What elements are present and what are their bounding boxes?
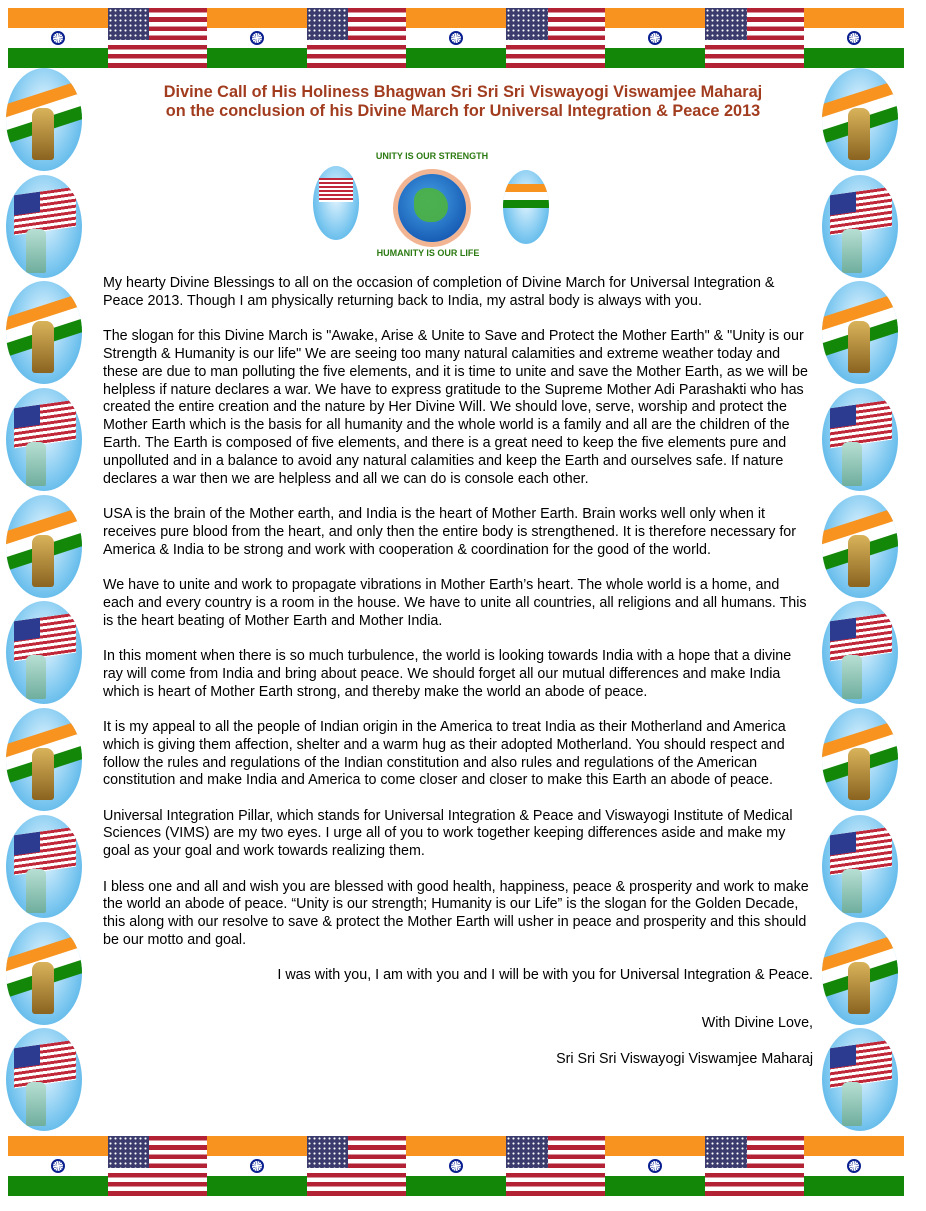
usa-oval-emblem xyxy=(6,175,82,278)
ashoka-chakra-icon xyxy=(847,1159,861,1173)
india-oval-emblem xyxy=(822,281,898,384)
right-oval-border xyxy=(822,68,902,1135)
usa-flag xyxy=(506,8,606,68)
india-flag xyxy=(804,1136,904,1196)
ashoka-chakra-icon xyxy=(449,31,463,45)
stars-canton xyxy=(705,8,747,40)
message-body xyxy=(103,275,813,1086)
india-flag xyxy=(207,1136,307,1196)
usa-oval-emblem xyxy=(6,1028,82,1131)
stars-canton xyxy=(506,8,548,40)
india-flag xyxy=(207,8,307,68)
paragraph: My hearty Divine Blessings to all on the occasion of completion of Divine March for Universal Integration & Peace 2013. Though I am physically returning back to India, my astral body is always with you. xyxy=(103,275,775,309)
paragraph: We have to unite and work to propagate vibrations in Mother Earth’s heart. The whole world is a home, and each and every country is a room in the house. We have to unite all countries, all religions and all humans. This is the heart beating of Mother Earth and Mother India. xyxy=(103,576,807,629)
unity-emblem xyxy=(310,148,560,260)
india-flag xyxy=(406,1136,506,1196)
india-flag xyxy=(8,1136,108,1196)
india-oval-emblem xyxy=(6,495,82,598)
lion-capital-icon xyxy=(32,535,54,587)
usa-oval-emblem xyxy=(822,815,898,918)
usa-oval-emblem xyxy=(822,601,898,704)
title-line-2: on the conclusion of his Divine March for Universal Integration & Peace 2013 xyxy=(165,102,761,120)
lion-capital-icon xyxy=(848,108,870,160)
statue-of-liberty-icon xyxy=(842,1082,862,1126)
ashoka-chakra-icon xyxy=(847,31,861,45)
paragraph: It is my appeal to all the people of Indian origin in the America to treat India as their Motherland and America which is giving them affection, shelter and a warm hug as their adopted Motherland. You should respect and follow the rules and regulations of the Indian constitution and also rules and regulations of the American constitution and make India and America to come closer and closer to make this Earth an abode of peace. xyxy=(103,718,786,789)
paragraph: In this moment when there is so much turbulence, the world is looking towards India with a hope that a divine ray will come from India and bring about peace. We should forget all our mutual differences and make India which is heart of Mother Earth strong, and thereby make the world an abode of peace. xyxy=(103,647,792,700)
document-title xyxy=(100,83,826,121)
statue-of-liberty-icon xyxy=(26,1082,46,1126)
stars-canton xyxy=(307,8,349,40)
statue-of-liberty-icon xyxy=(842,229,862,273)
bottom-flag-border xyxy=(8,1136,904,1196)
india-oval-emblem xyxy=(6,281,82,384)
lion-capital-icon xyxy=(848,962,870,1014)
top-motto: UNITY IS OUR STRENGTH xyxy=(375,151,489,161)
usa-flag xyxy=(705,8,805,68)
ashoka-chakra-icon xyxy=(449,1159,463,1173)
india-oval-emblem xyxy=(6,68,82,171)
lion-capital-icon xyxy=(32,321,54,373)
lion-capital-icon xyxy=(32,748,54,800)
ashoka-chakra-icon xyxy=(51,1159,65,1173)
paragraph: USA is the brain of the Mother earth, and India is the heart of Mother Earth. Brain works well only when it receives pure blood from the heart, and only then the entire body is strengthened. It is therefore necessary for America & India to be strong and work with cooperation & coordination for the good of the world. xyxy=(103,505,797,558)
top-flag-border xyxy=(8,8,904,68)
bottom-motto: HUMANITY IS OUR LIFE xyxy=(376,248,480,258)
usa-oval-emblem xyxy=(6,815,82,918)
lion-capital-icon xyxy=(848,748,870,800)
india-oval-emblem xyxy=(822,495,898,598)
india-flag xyxy=(605,1136,705,1196)
ashoka-chakra-icon xyxy=(250,1159,264,1173)
lion-capital-icon xyxy=(848,535,870,587)
india-flag xyxy=(804,8,904,68)
usa-flag xyxy=(506,1136,606,1196)
statue-of-liberty-icon xyxy=(842,655,862,699)
statue-of-liberty-icon xyxy=(842,869,862,913)
left-oval-border xyxy=(6,68,86,1135)
usa-oval-emblem xyxy=(822,388,898,491)
statue-of-liberty-icon xyxy=(26,655,46,699)
lion-capital-icon xyxy=(848,321,870,373)
ashoka-chakra-icon xyxy=(250,31,264,45)
usa-flag xyxy=(307,1136,407,1196)
paragraph: The slogan for this Divine March is "Awake, Arise & Unite to Save and Protect the Mother Earth" & "Unity is our Strength & Humanity is our life" We are seeing too many natural calamities and extreme weather today and these are due to man polluting the five elements, and it is time to unite and save the Mother Earth, as we will be helpless if nature declares a war. We have to express gratitude to the Supreme Mother Adi Parashakti who has created the entire creation and the nature by Her Divine Will. We should love, serve, worship and protect the Mother Earth which is the basis for all humanity and the whole world is a family and all are the children of the Earth. The Earth is composed of five elements, and there is a great need to keep the five elements pure and unpolluted and in a balance to avoid any natural calamities and keep the Earth and ourselves safe. If nature declares a war then we are helpless and all we can do is console each other. xyxy=(103,328,808,487)
india-flag xyxy=(406,8,506,68)
stars-canton xyxy=(307,1136,349,1168)
india-oval-emblem xyxy=(822,68,898,171)
lion-capital-icon xyxy=(32,108,54,160)
closing-line: I was with you, I am with you and I will be with you for Universal Integration & Peace. xyxy=(277,967,813,984)
usa-flag xyxy=(705,1136,805,1196)
statue-of-liberty-icon xyxy=(26,869,46,913)
india-mini-emblem xyxy=(503,170,549,244)
signature-name: Sri Sri Sri Viswayogi Viswamjee Maharaj xyxy=(556,1050,813,1067)
india-oval-emblem xyxy=(6,922,82,1025)
paragraph: Universal Integration Pillar, which stands for Universal Integration & Peace and Viswayogi Institute of Medical Sciences (VIMS) are my two eyes. I urge all of you to work together keeping differences aside and make my goal as your goal and work towards realizing them. xyxy=(103,807,793,860)
india-oval-emblem xyxy=(822,708,898,811)
india-oval-emblem xyxy=(822,922,898,1025)
paragraph: I bless one and all and wish you are blessed with good health, happiness, peace & prosperity and work to make the world an abode of peace. “Unity is our strength; Humanity is our Life” is the slogan for the Golden Decade, this along with our resolve to save & protect the Mother Earth will usher in peace and prosperity and this should be our motto and goal. xyxy=(103,878,809,949)
usa-mini-emblem xyxy=(313,166,359,240)
ashoka-chakra-icon xyxy=(51,31,65,45)
signature-greeting: With Divine Love, xyxy=(701,1015,813,1032)
lion-capital-icon xyxy=(32,962,54,1014)
india-flag xyxy=(605,8,705,68)
usa-flag xyxy=(307,8,407,68)
stars-canton xyxy=(506,1136,548,1168)
india-oval-emblem xyxy=(6,708,82,811)
usa-oval-emblem xyxy=(822,1028,898,1131)
stars-canton xyxy=(108,1136,150,1168)
ashoka-chakra-icon xyxy=(648,31,662,45)
statue-of-liberty-icon xyxy=(26,229,46,273)
stars-canton xyxy=(108,8,150,40)
usa-flag xyxy=(108,1136,208,1196)
india-flag xyxy=(8,8,108,68)
stars-canton xyxy=(705,1136,747,1168)
usa-oval-emblem xyxy=(6,601,82,704)
statue-of-liberty-icon xyxy=(26,442,46,486)
usa-oval-emblem xyxy=(822,175,898,278)
usa-flag xyxy=(108,8,208,68)
title-line-1: Divine Call of His Holiness Bhagwan Sri Sri Sri Viswayogi Viswamjee Maharaj xyxy=(163,83,763,101)
continents-icon xyxy=(414,188,448,222)
ashoka-chakra-icon xyxy=(648,1159,662,1173)
statue-of-liberty-icon xyxy=(842,442,862,486)
usa-oval-emblem xyxy=(6,388,82,491)
